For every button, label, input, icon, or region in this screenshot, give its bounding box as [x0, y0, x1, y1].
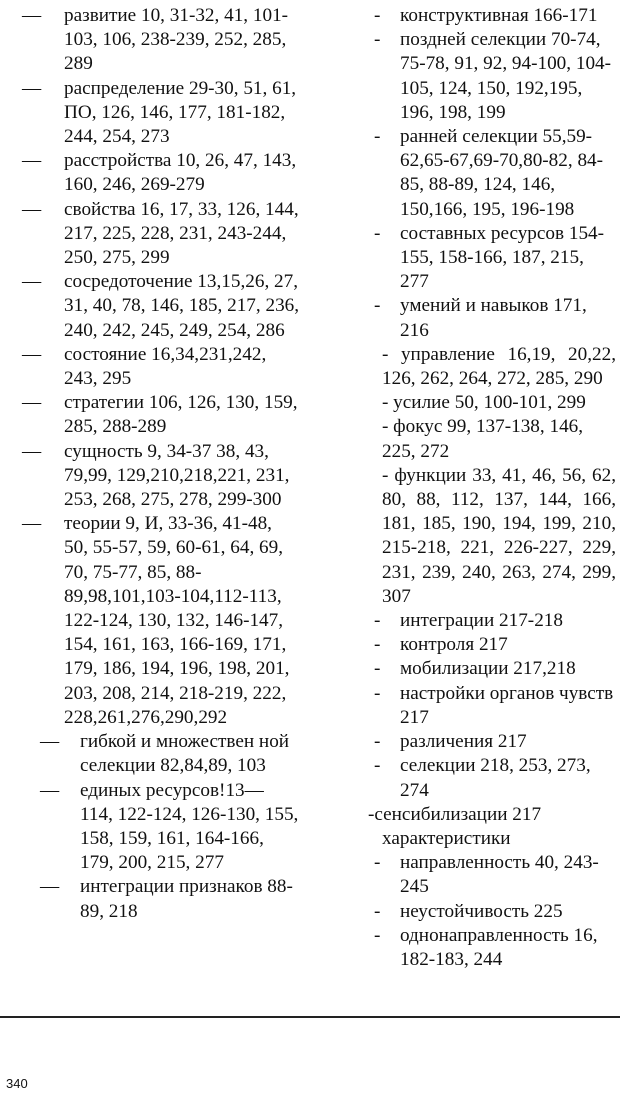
entry-text: стратегии 106, 126, 130, 159, 285, 288-289	[64, 392, 298, 438]
index-entry	[22, 4, 300, 77]
entry-text: конструктивная 166-171	[400, 5, 598, 26]
entry-dash: -	[374, 900, 381, 922]
index-entry	[22, 512, 300, 730]
index-entry	[22, 198, 300, 271]
index-entry-flush: - управление 16,19, 20,22, 126, 262, 264, 272, 285, 290	[382, 343, 616, 390]
index-entry	[22, 343, 300, 391]
entry-dash: -	[374, 682, 381, 704]
entry-dash: -	[374, 5, 381, 26]
entry-dash: -	[374, 658, 381, 680]
entry-dash: -	[374, 924, 381, 946]
entry-dash: -	[374, 222, 381, 244]
index-entry	[22, 270, 300, 343]
index-entry	[368, 851, 616, 899]
entry-dash: —	[22, 198, 42, 220]
index-subentry	[22, 779, 300, 876]
entry-dash: —	[40, 779, 60, 801]
entry-dash: —	[22, 392, 42, 414]
entry-dash: -	[374, 755, 381, 777]
entry-text: единых ресурсов!13— 114, 122-124, 126-130, 155, 158, 159, 161, 164-166, 179, 200, 215, 277	[80, 779, 299, 874]
index-entry	[22, 440, 300, 513]
entry-text: неустойчивость 225	[400, 900, 563, 922]
entry-text: гибкой и множествен ной селекции 82,84,89, 103	[80, 731, 290, 777]
index-entry	[368, 294, 616, 342]
entry-text: расстройства 10, 26, 47, 143, 160, 246, 269-279	[64, 150, 297, 196]
entry-text: различения 217	[400, 731, 527, 753]
index-entry	[368, 633, 616, 657]
entry-dash: —	[22, 271, 42, 293]
index-left-column	[22, 4, 300, 924]
entry-text: составных ресурсов 154-155, 158-166, 187, 215, 277	[400, 222, 605, 293]
index-entry	[368, 125, 616, 222]
entry-dash: —	[40, 876, 60, 898]
index-right-column	[368, 4, 616, 972]
index-entry	[22, 149, 300, 197]
entry-text: контроля 217	[400, 634, 508, 656]
entry-dash: —	[22, 440, 42, 462]
entry-text: ранней селекции 55,59-62,65-67,69-70,80-82, 84-85, 88-89, 124, 146, 150,166, 195, 196-198	[400, 126, 604, 220]
entry-text: сущность 9, 34-37 38, 43, 79,99, 129,210,218,221, 231, 253, 268, 275, 278, 299-300	[64, 440, 290, 511]
index-entry	[368, 4, 616, 28]
index-entry	[368, 682, 616, 730]
entry-text: теории 9, И, 33-36, 41-48, 50, 55-57, 59, 60-61, 64, 69, 70, 75-77, 85, 88-89,98,101,103-104,112-113, 122-124, 130, 132, 146-147, 154, 161, 163, 166-169, 171, 179, 186, 194, 196, 198, 201, 203, 208, 214, 218-219, 222, 228,261,276,290,292	[64, 513, 290, 728]
entry-text: интеграции признаков 88-89, 218	[80, 876, 293, 922]
index-entry	[368, 657, 616, 681]
entry-text: направленность 40, 243-245	[400, 852, 599, 898]
entry-dash: —	[22, 513, 42, 535]
index-entry	[368, 924, 616, 972]
entry-text: сосредоточение 13,15,26, 27, 31, 40, 78, 146, 185, 217, 236, 240, 242, 245, 249, 254, 286	[64, 271, 300, 341]
entry-text: интеграции 217-218	[400, 610, 563, 632]
entry-dash: -	[374, 634, 381, 656]
entry-text: свойства 16, 17, 33, 126, 144, 217, 225, 228, 231, 243-244, 250, 275, 299	[64, 198, 299, 269]
entry-dash: —	[22, 150, 42, 172]
entry-dash: -	[374, 29, 381, 51]
footer-rule	[0, 1016, 620, 1018]
index-entry	[368, 28, 616, 125]
index-entry	[368, 900, 616, 924]
index-entry	[368, 730, 616, 754]
entry-dash: -	[374, 731, 381, 753]
entry-dash: -	[374, 295, 381, 317]
index-entry-sensibilization: -сенсибилизации 217	[368, 803, 542, 825]
index-entry	[22, 77, 300, 150]
index-entry-flush: - усилие 50, 100-101, 299	[382, 392, 586, 414]
entry-text: поздней селекции 70-74, 75-78, 91, 92, 94-100, 104-105, 124, 150, 192,195, 196, 198, 199	[400, 29, 612, 123]
index-heading-characteristics: характеристики	[382, 827, 511, 849]
index-subentry	[22, 730, 300, 778]
entry-text: мобилизации 217,218	[400, 658, 576, 680]
entry-dash: —	[22, 343, 42, 365]
index-entry-flush: - фокус 99, 137-138, 146, 225, 272	[382, 416, 584, 462]
entry-text: распределение 29-30, 51, 61, ПО, 126, 146, 177, 181-182, 244, 254, 273	[64, 77, 297, 148]
index-entry	[368, 222, 616, 295]
entry-text: развитие 10, 31-32, 41, 101-103, 106, 238-239, 252, 285, 289	[64, 5, 289, 75]
index-entry	[22, 391, 300, 439]
entry-text: состояние 16,34,231,242, 243, 295	[64, 343, 267, 390]
entry-text: настройки органов чувств 217	[400, 682, 614, 728]
page-number: 340	[6, 1076, 28, 1091]
entry-dash: -	[374, 852, 381, 874]
entry-dash: -	[374, 126, 381, 148]
index-entry-flush: - функции 33, 41, 46, 56, 62, 80, 88, 112, 137, 144, 166, 181, 185, 190, 194, 199, 210, 215-218, 221, 226-227, 229, 231, 239, 240, 263, 274, 299, 307	[382, 464, 616, 607]
entry-dash: —	[22, 5, 42, 26]
index-entry	[368, 609, 616, 633]
entry-dash: -	[374, 610, 381, 632]
entry-text: умений и навыков 171, 216	[400, 295, 587, 341]
entry-dash: —	[40, 731, 60, 753]
entry-dash: —	[22, 77, 42, 99]
index-entry	[368, 754, 616, 802]
entry-text: селекции 218, 253, 273, 274	[400, 755, 591, 801]
entry-text: однонаправленность 16, 182-183, 244	[400, 924, 598, 970]
index-subentry	[22, 875, 300, 923]
